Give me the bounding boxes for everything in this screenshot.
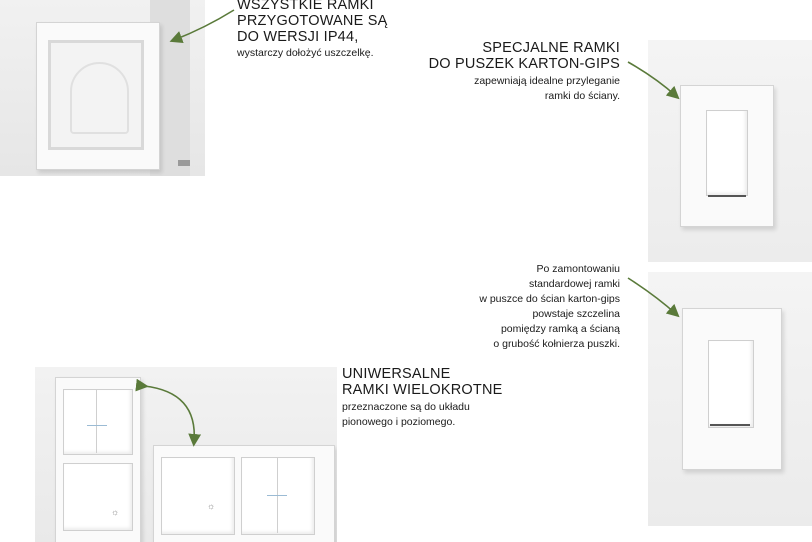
standard-body-line: powstaje szczelina (532, 308, 620, 320)
ip44-heading-line: DO WERSJI IP44, (237, 29, 359, 45)
standard-arrow-icon (628, 278, 676, 314)
standard-body-line: standardowej ramki (528, 278, 620, 290)
special-text-block (420, 40, 620, 104)
special-heading-line: SPECJALNE RAMKI (482, 40, 620, 56)
special-heading-line: DO PUSZEK KARTON-GIPS (428, 56, 620, 72)
ip44-arrow-icon (174, 10, 234, 40)
universal-heading-line: RAMKI WIELOKROTNE (342, 382, 503, 398)
multi-frame-photo: ☼ ☼ (35, 367, 337, 542)
standard-body-line: w puszce do ścian karton-gips (479, 293, 620, 305)
standard-body-line: pomiędzy ramką a ścianą (500, 323, 620, 335)
standard-body-line: o grubość kołnierza puszki. (493, 338, 620, 350)
standard-text-block (420, 262, 620, 352)
ip44-text-block (237, 0, 387, 61)
standard-body-line: Po zamontowaniu (536, 263, 620, 275)
universal-body-line: przeznaczone są do układu (342, 401, 470, 413)
universal-body-line: pionowego i poziomego. (342, 416, 456, 428)
rotate-arrow-icon (144, 386, 194, 442)
ip44-body: wystarczy dołożyć uszczelkę. (237, 47, 374, 59)
special-body-line: ramki do ściany. (544, 90, 620, 102)
ip44-heading-line: PRZYGOTOWANE SĄ (237, 13, 388, 29)
universal-text-block (342, 366, 503, 430)
special-arrow-icon (628, 62, 676, 96)
special-body-line: zapewniają idealne przyleganie (474, 75, 620, 87)
universal-heading-line: UNIWERSALNE (342, 366, 451, 382)
ip44-heading-line: WSZYSTKIE RAMKI (237, 0, 374, 13)
